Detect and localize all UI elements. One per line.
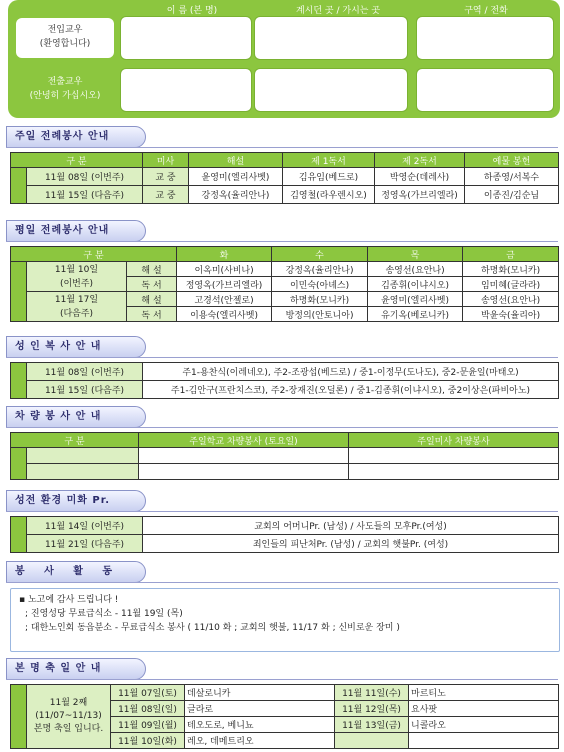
cell: 박영순(데레사) — [375, 168, 465, 186]
group-date-main: 11월 17일 — [54, 294, 99, 305]
col-category: 구 분 — [11, 433, 139, 448]
feast-name: 레오, 데메트리오 — [185, 733, 335, 749]
feast-name: 요사팟 — [409, 701, 559, 717]
row-mass: 교 중 — [143, 186, 189, 204]
group-date-sub: (이번주) — [59, 278, 94, 289]
feast-date: 11월 09일(월) — [111, 717, 185, 733]
table-row — [11, 464, 559, 480]
col-mass: 미사 — [143, 153, 189, 168]
col-tue: 화 — [177, 247, 272, 262]
altar-table — [10, 362, 559, 399]
transfer-out-sub: (안녕히 가십시오) — [29, 91, 101, 101]
feast-week — [27, 685, 111, 749]
table-row — [11, 381, 559, 399]
cell: 교회의 어머니Pr. (남성) / 사도들의 모후Pr.(여성) — [143, 517, 559, 535]
transfer-in-title: 전입교우 — [47, 25, 83, 35]
transfer-in-place-field[interactable] — [254, 16, 408, 60]
cell: 강정옥(율리안나) — [189, 186, 283, 204]
table-row — [11, 168, 559, 186]
cell: 윤영미(엘리사벳) — [368, 292, 463, 307]
transfer-in-sub: (환영합니다) — [39, 39, 91, 49]
cell: 죄인들의 피난처Pr. (남성) / 교회의 햇불Pr. (여성) — [143, 535, 559, 553]
cell: 송영선(요안나) — [368, 262, 463, 277]
feast-name: 니콜라오 — [409, 717, 559, 733]
role: 해 설 — [127, 262, 177, 277]
cell: 김종휘(이냐시오) — [368, 277, 463, 292]
table-header-row — [11, 247, 559, 262]
cell: 고경석(안젤로) — [177, 292, 272, 307]
row-date: 11월 08일 (이번주) — [27, 168, 143, 186]
activity-line: ▪ 노고에 감사 드립니다 ! — [19, 595, 119, 605]
cell: 하명화(모니카) — [463, 262, 559, 277]
table-row — [11, 186, 559, 204]
feast-name: 글라로 — [185, 701, 335, 717]
table-row — [11, 448, 559, 464]
col-thu: 목 — [368, 247, 463, 262]
transfer-out-title: 전출교우 — [47, 77, 83, 87]
header-district: 구역 / 전화 — [464, 6, 508, 16]
sunday-table — [10, 152, 559, 204]
cleaning-table — [10, 516, 559, 553]
table-row — [11, 292, 559, 307]
sunday-section-title: 주일 전례봉사 안내 — [6, 126, 146, 148]
group-date-main: 11월 10일 — [54, 264, 99, 275]
transfer-in-district-field[interactable] — [416, 16, 554, 60]
row-date: 11월 08일 (이번주) — [27, 363, 143, 381]
row-date: 11월 15일 (다음주) — [27, 186, 143, 204]
cell: 이민숙(아녜스) — [272, 277, 368, 292]
col-mass: 주일미사 차량봉사 — [349, 433, 559, 448]
row-date: 11월 21일 (다음주) — [27, 535, 143, 553]
row-mass: 교 중 — [143, 168, 189, 186]
col-wed: 수 — [272, 247, 368, 262]
row-date: 11월 15일 (다음주) — [27, 381, 143, 399]
cell: 이옥미(사비나) — [177, 262, 272, 277]
group-date — [27, 262, 127, 292]
cell: 정영옥(가브리엘라) — [177, 277, 272, 292]
cell: 유기옥(베로니카) — [368, 307, 463, 322]
table-row — [11, 535, 559, 553]
row-date: 11월 14일 (이번주) — [27, 517, 143, 535]
newcomer-panel — [8, 0, 560, 118]
feast-week-line: 11월 2째 — [49, 698, 88, 708]
table-row — [11, 685, 559, 701]
weekday-section-title: 평일 전례봉사 안내 — [6, 220, 146, 242]
table-row — [11, 363, 559, 381]
weekday-table — [10, 246, 559, 322]
activity-line: ; 진영성당 무료급식소 - 11월 19일 (목) — [25, 609, 183, 619]
role: 독 서 — [127, 307, 177, 322]
cell: 임미혜(글라라) — [463, 277, 559, 292]
header-place: 계시던 곳 / 가시는 곳 — [295, 6, 381, 16]
table-header-row — [11, 153, 559, 168]
cell: 강정옥(율리안나) — [272, 262, 368, 277]
feast-date: 11월 12일(목) — [335, 701, 409, 717]
transfer-out-place-field[interactable] — [254, 68, 408, 112]
feast-name: 데살로니카 — [185, 685, 335, 701]
col-offering: 예물 봉헌 — [465, 153, 559, 168]
table-row — [11, 262, 559, 277]
col-category: 구 분 — [11, 247, 177, 262]
feast-date: 11월 13일(금) — [335, 717, 409, 733]
col-commentary: 해설 — [189, 153, 283, 168]
cell: 김유임(베드로) — [283, 168, 375, 186]
cell: 하명화(모니카) — [272, 292, 368, 307]
feast-week-line: 본명 축일 입니다. — [33, 724, 104, 734]
header-name: 이 름 (본 명) — [166, 6, 218, 16]
cell: 박윤숙(율리아) — [463, 307, 559, 322]
cell: 하종영/서복수 — [465, 168, 559, 186]
feast-name: 마르티노 — [409, 685, 559, 701]
altar-section-title: 성 인 복 사 안 내 — [6, 336, 146, 358]
group-date — [27, 292, 127, 322]
feast-date: 11월 11일(수) — [335, 685, 409, 701]
table-row — [11, 517, 559, 535]
activity-box — [10, 588, 560, 652]
feast-date: 11월 10일(화) — [111, 733, 185, 749]
feast-date: 11월 07일(토) — [111, 685, 185, 701]
feast-section-title: 본 명 축 일 안 내 — [6, 658, 146, 680]
transfer-out-name-field[interactable] — [120, 68, 252, 112]
cell: 김영철(라우렌시오) — [283, 186, 375, 204]
col-fri: 금 — [463, 247, 559, 262]
cell: 이용숙(엘리사벳) — [177, 307, 272, 322]
vehicle-section-title: 차 량 봉 사 안 내 — [6, 406, 146, 428]
feast-date: 11월 08일(일) — [111, 701, 185, 717]
activity-section-title: 봉 사 활 동 — [6, 561, 146, 583]
cell: 주1-김안구(프란치스코), 주2-장재진(오딜론) / 중1-김종휘(이냐시오), 중2이상은(파비아노) — [143, 381, 559, 399]
role: 해 설 — [127, 292, 177, 307]
feast-name: 테오도로, 베니뇨 — [185, 717, 335, 733]
table-header-row — [11, 433, 559, 448]
transfer-in-name-field[interactable] — [120, 16, 252, 60]
cell: 정영옥(가브리엘라) — [375, 186, 465, 204]
cell: 방정의(안토니아) — [272, 307, 368, 322]
cell: 송영선(요안나) — [463, 292, 559, 307]
col-reading1: 제 1독서 — [283, 153, 375, 168]
transfer-out-label — [16, 70, 114, 110]
transfer-in-label — [16, 18, 114, 58]
cell: 이종진/김순님 — [465, 186, 559, 204]
activity-line: ; 대한노인회 동읍분소 - 무료급식소 봉사 ( 11/10 화 ; 교회의 햇불, 11/17 화 ; 신비로운 장미 ) — [25, 623, 400, 633]
cell: 윤영미(엘리사벳) — [189, 168, 283, 186]
group-date-sub: (다음주) — [59, 308, 94, 319]
cleaning-section-title: 성전 환경 미화 Pr. — [6, 490, 146, 512]
feast-table — [10, 684, 559, 749]
col-category: 구 분 — [11, 153, 143, 168]
transfer-out-district-field[interactable] — [416, 68, 554, 112]
cell: 주1-용찬식(이레네오), 주2-조광섭(베드로) / 중1-이정무(도나도), 중2-문윤일(마태오) — [143, 363, 559, 381]
col-reading2: 제 2독서 — [375, 153, 465, 168]
role: 독 서 — [127, 277, 177, 292]
vehicle-table — [10, 432, 559, 480]
feast-week-line: (11/07~11/13) — [35, 711, 102, 721]
col-school: 주일학교 차량봉사 (토요일) — [139, 433, 349, 448]
